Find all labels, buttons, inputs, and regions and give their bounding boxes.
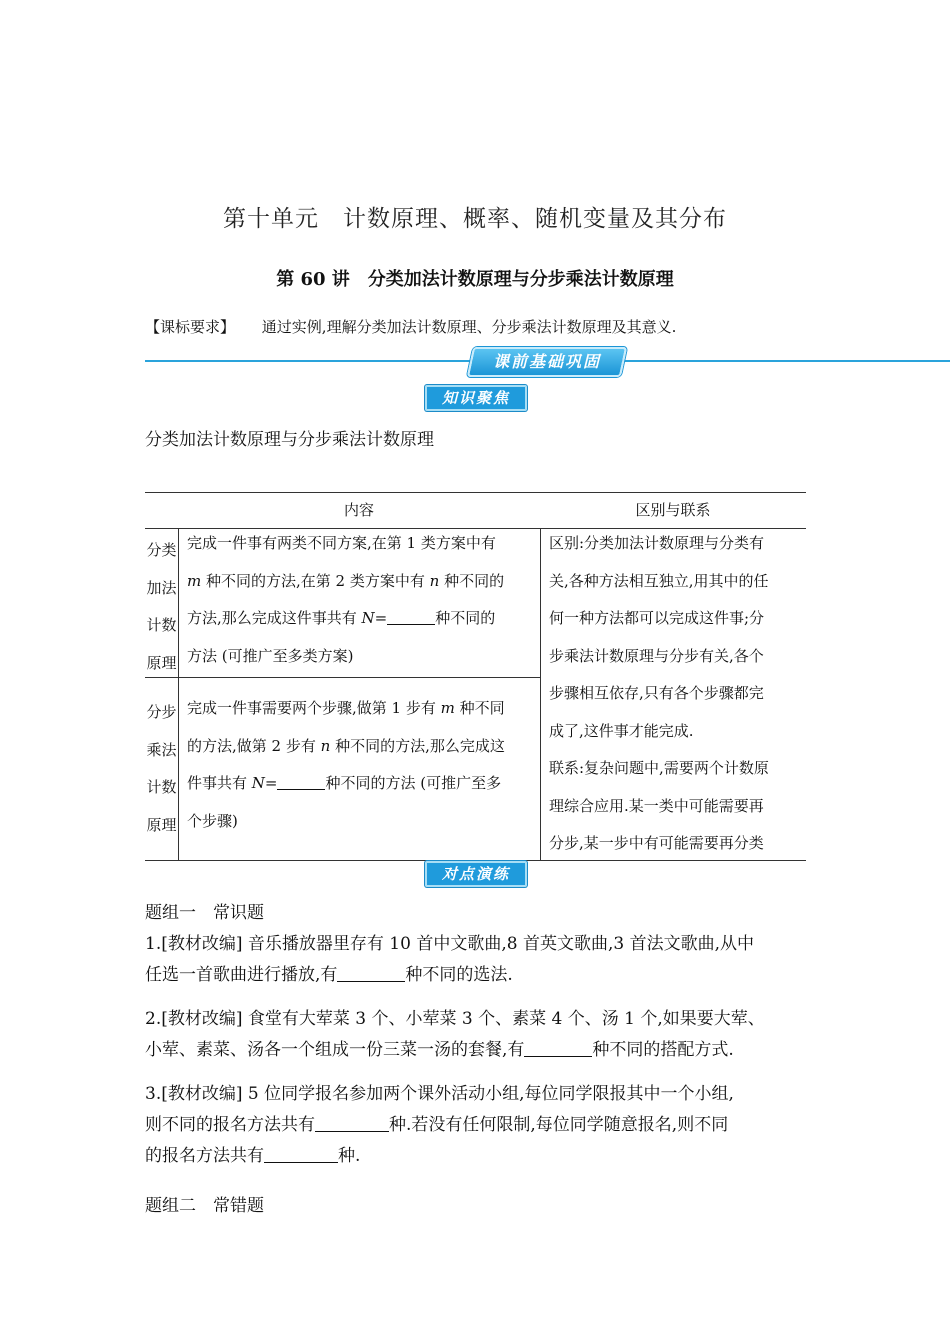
relation-line: 步乘法计数原理与分步有关,各个 [549, 646, 764, 665]
relation-line: 区别:分类加法计数原理与分类有 [549, 534, 765, 552]
row-label-char: 原理 [146, 815, 177, 834]
question-line: 则不同的报名方法共有 种.若没有任何限制,每位同学随意报名,则不同 [145, 1115, 729, 1135]
row-label-char: 加法 [146, 578, 177, 597]
knowledge-focus-tag: 知识聚焦 [425, 385, 527, 411]
table-rule-top [145, 492, 806, 493]
group2-title: 题组二 常错题 [145, 1196, 264, 1216]
question-2 [145, 1004, 765, 1066]
answer-blank[interactable] [337, 965, 405, 982]
content-line: m 种不同的方法,在第 2 类方案中有 n 种不同的 [187, 571, 505, 590]
question-1 [145, 929, 754, 991]
content-line: 方法 (可推广至多类方案) [187, 646, 354, 665]
multiplication-principle-content [187, 690, 537, 840]
table-header-content: 内容 [343, 501, 374, 519]
answer-blank[interactable] [387, 608, 435, 625]
row-label-char: 分步 [146, 703, 177, 721]
relation-line: 联系:复杂问题中,需要两个计数原 [549, 759, 769, 777]
content-line: 方法,那么完成这件事共有 N= 种不同的 [187, 609, 496, 627]
question-line: 小荤、素菜、汤各一个组成一份三菜一汤的套餐,有 种不同的搭配方式. [145, 1040, 734, 1060]
content-line: 完成一件事有两类不同方案,在第 1 类方案中有 [187, 534, 496, 552]
question-3 [145, 1079, 734, 1172]
answer-blank[interactable] [315, 1115, 389, 1132]
table-col-divider-2 [540, 528, 541, 860]
section-heading: 分类加法计数原理与分步乘法计数原理 [145, 430, 434, 450]
answer-blank[interactable] [277, 773, 325, 790]
table-header-relation: 区别与联系 [635, 501, 711, 519]
row-label-char: 计数 [146, 778, 177, 796]
question-line: 2.[教材改编] 食堂有大荤菜 3 个、小荤菜 3 个、素菜 4 个、汤 1 个,如果要大荤、 [145, 1009, 765, 1029]
relation-line: 理综合应用.某一类中可能需要再 [549, 796, 764, 815]
relation-line: 步骤相互依存,只有各个步骤都完 [549, 684, 764, 702]
relation-content [549, 525, 804, 863]
banner-label: 课前基础巩固 [492, 352, 601, 371]
relation-line: 分步,某一步中有可能需要再分类 [549, 834, 764, 852]
question-line: 3.[教材改编] 5 位同学报名参加两个课外活动小组,每位同学限报其中一个小组, [145, 1084, 734, 1104]
content-line: 件事共有 N= 种不同的方法 (可推广至多 [187, 774, 502, 792]
principle-table [145, 492, 806, 862]
row-label-char: 原理 [146, 653, 177, 672]
practice-tag: 对点演练 [425, 861, 527, 887]
row-label-char: 分类 [146, 541, 177, 559]
answer-blank[interactable] [264, 1146, 338, 1163]
content-line: 的方法,做第 2 步有 n 种不同的方法,那么完成这 [187, 736, 505, 755]
relation-line: 关,各种方法相互独立,用其中的任 [549, 571, 769, 590]
addition-principle-content [187, 525, 537, 675]
table-col-divider-1 [178, 528, 179, 860]
row-label-multiplication [145, 694, 178, 844]
requirement-tag: 【课标要求】 [145, 318, 236, 336]
curriculum-requirement [145, 316, 676, 337]
question-line: 1.[教材改编] 音乐播放器里存有 10 首中文歌曲,8 首英文歌曲,3 首法文歌曲,从中 [145, 934, 754, 954]
row-label-char: 乘法 [146, 740, 177, 759]
content-line: 完成一件事需要两个步骤,做第 1 步有 m 种不同 [187, 699, 505, 717]
lecture-title: 第 60 讲 分类加法计数原理与分步乘法计数原理 [276, 269, 674, 290]
relation-line: 何一种方法都可以完成这件事;分 [549, 609, 765, 627]
row-label-char: 计数 [146, 616, 177, 634]
content-line: 个步骤) [187, 811, 238, 830]
table-rule-middle [145, 677, 540, 678]
section-banner [467, 347, 627, 377]
unit-title: 第十单元 计数原理、概率、随机变量及其分布 [223, 206, 727, 232]
relation-line: 成了,这件事才能完成. [549, 721, 694, 740]
answer-blank[interactable] [524, 1040, 592, 1057]
question-line: 的报名方法共有 种. [145, 1146, 361, 1166]
group1-title: 题组一 常识题 [145, 903, 264, 923]
row-label-addition [145, 532, 178, 682]
requirement-text: 通过实例,理解分类加法计数原理、分步乘法计数原理及其意义. [261, 318, 677, 336]
question-line: 任选一首歌曲进行播放,有 种不同的选法. [145, 965, 513, 985]
